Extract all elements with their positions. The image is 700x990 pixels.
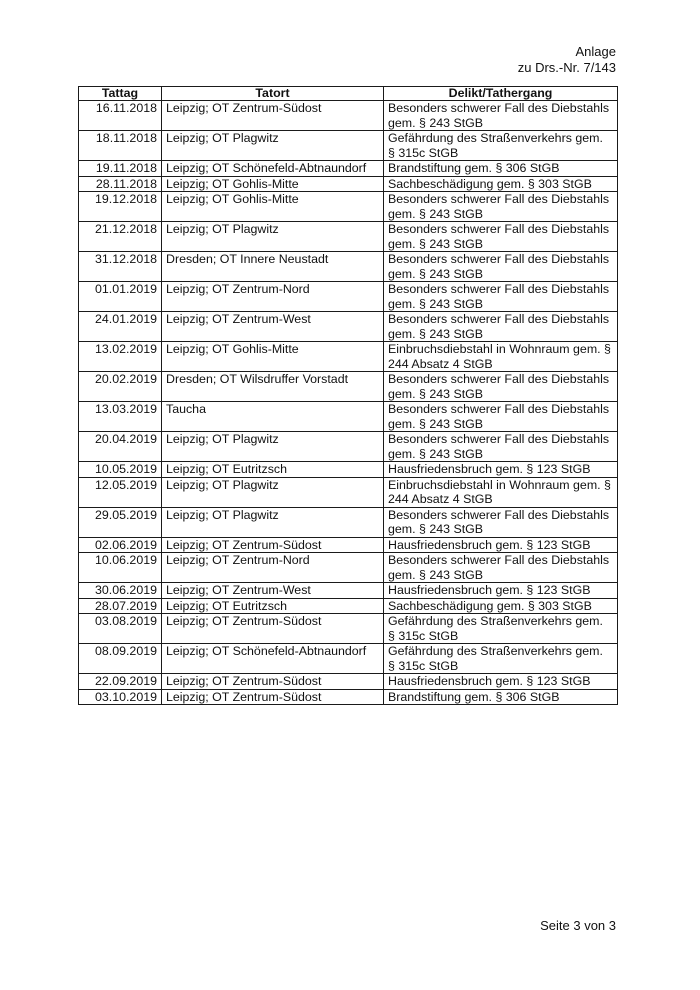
table-row — [79, 674, 618, 690]
cell-offense: Brandstiftung gem. § 306 StGB — [384, 689, 618, 705]
table-row — [79, 553, 618, 583]
cell-offense: Besonders schwerer Fall des Diebstahls gem. § 243 StGB — [384, 101, 618, 131]
cell-offense: Sachbeschädigung gem. § 303 StGB — [384, 176, 618, 192]
cell-offense: Hausfriedensbruch gem. § 123 StGB — [384, 583, 618, 599]
table-row — [79, 689, 618, 705]
column-header-date: Tattag — [79, 87, 162, 101]
table-row — [79, 644, 618, 674]
cell-offense: Gefährdung des Straßenverkehrs gem. § 315c StGB — [384, 131, 618, 161]
cell-date: 20.04.2019 — [79, 432, 162, 462]
table-row — [79, 176, 618, 192]
cell-offense: Einbruchsdiebstahl in Wohnraum gem. § 244 Absatz 4 StGB — [384, 477, 618, 507]
table-row — [79, 402, 618, 432]
cell-place: Leipzig; OT Eutritzsch — [162, 598, 384, 614]
table-row — [79, 312, 618, 342]
cell-place: Leipzig; OT Zentrum-Südost — [162, 101, 384, 131]
cell-date: 22.09.2019 — [79, 674, 162, 690]
cell-place: Leipzig; OT Zentrum-Nord — [162, 282, 384, 312]
cell-date: 01.01.2019 — [79, 282, 162, 312]
cell-offense: Besonders schwerer Fall des Diebstahls gem. § 243 StGB — [384, 553, 618, 583]
cell-place: Leipzig; OT Gohlis-Mitte — [162, 342, 384, 372]
cell-offense: Besonders schwerer Fall des Diebstahls gem. § 243 StGB — [384, 222, 618, 252]
cell-place: Leipzig; OT Zentrum-West — [162, 312, 384, 342]
table-row — [79, 537, 618, 553]
cell-place: Leipzig; OT Plagwitz — [162, 131, 384, 161]
cell-offense: Besonders schwerer Fall des Diebstahls gem. § 243 StGB — [384, 312, 618, 342]
cell-date: 12.05.2019 — [79, 477, 162, 507]
cell-offense: Gefährdung des Straßenverkehrs gem. § 315c StGB — [384, 614, 618, 644]
annex-label: Anlage — [575, 44, 616, 59]
cell-offense: Einbruchsdiebstahl in Wohnraum gem. § 244 Absatz 4 StGB — [384, 342, 618, 372]
table-row — [79, 342, 618, 372]
cell-offense: Besonders schwerer Fall des Diebstahls gem. § 243 StGB — [384, 507, 618, 537]
cell-offense: Besonders schwerer Fall des Diebstahls gem. § 243 StGB — [384, 402, 618, 432]
table-row — [79, 462, 618, 478]
cell-offense: Brandstiftung gem. § 306 StGB — [384, 161, 618, 177]
cell-place: Leipzig; OT Schönefeld-Abtnaundorf — [162, 161, 384, 177]
cell-offense: Besonders schwerer Fall des Diebstahls gem. § 243 StGB — [384, 432, 618, 462]
cell-date: 28.07.2019 — [79, 598, 162, 614]
table-row — [79, 507, 618, 537]
cell-date: 19.12.2018 — [79, 192, 162, 222]
cell-place: Leipzig; OT Zentrum-Südost — [162, 674, 384, 690]
cell-place: Taucha — [162, 402, 384, 432]
cell-date: 13.02.2019 — [79, 342, 162, 372]
cell-date: 16.11.2018 — [79, 101, 162, 131]
cell-place: Leipzig; OT Zentrum-Nord — [162, 553, 384, 583]
cell-place: Leipzig; OT Zentrum-Südost — [162, 537, 384, 553]
cell-place: Dresden; OT Wilsdruffer Vorstadt — [162, 372, 384, 402]
cell-offense: Besonders schwerer Fall des Diebstahls gem. § 243 StGB — [384, 252, 618, 282]
cell-place: Leipzig; OT Gohlis-Mitte — [162, 176, 384, 192]
table-row — [79, 614, 618, 644]
table-body — [79, 101, 618, 705]
cell-date: 31.12.2018 — [79, 252, 162, 282]
table-row — [79, 583, 618, 599]
table-row — [79, 432, 618, 462]
cell-offense: Hausfriedensbruch gem. § 123 StGB — [384, 537, 618, 553]
document-header — [518, 44, 616, 76]
table-row — [79, 372, 618, 402]
cell-date: 18.11.2018 — [79, 131, 162, 161]
cell-offense: Besonders schwerer Fall des Diebstahls gem. § 243 StGB — [384, 192, 618, 222]
offense-table — [78, 86, 618, 705]
column-header-place: Tatort — [162, 87, 384, 101]
cell-place: Dresden; OT Innere Neustadt — [162, 252, 384, 282]
cell-offense: Gefährdung des Straßenverkehrs gem. § 315c StGB — [384, 644, 618, 674]
cell-date: 24.01.2019 — [79, 312, 162, 342]
column-header-offense: Delikt/Tathergang — [384, 87, 618, 101]
cell-place: Leipzig; OT Plagwitz — [162, 432, 384, 462]
table-row — [79, 192, 618, 222]
cell-place: Leipzig; OT Gohlis-Mitte — [162, 192, 384, 222]
cell-offense: Besonders schwerer Fall des Diebstahls gem. § 243 StGB — [384, 282, 618, 312]
cell-date: 10.06.2019 — [79, 553, 162, 583]
table-row — [79, 222, 618, 252]
cell-date: 03.08.2019 — [79, 614, 162, 644]
table-row — [79, 101, 618, 131]
cell-date: 10.05.2019 — [79, 462, 162, 478]
table-row — [79, 477, 618, 507]
cell-offense: Sachbeschädigung gem. § 303 StGB — [384, 598, 618, 614]
cell-date: 02.06.2019 — [79, 537, 162, 553]
cell-date: 20.02.2019 — [79, 372, 162, 402]
cell-place: Leipzig; OT Plagwitz — [162, 222, 384, 252]
cell-date: 29.05.2019 — [79, 507, 162, 537]
cell-place: Leipzig; OT Zentrum-West — [162, 583, 384, 599]
cell-offense: Besonders schwerer Fall des Diebstahls gem. § 243 StGB — [384, 372, 618, 402]
cell-place: Leipzig; OT Zentrum-Südost — [162, 614, 384, 644]
cell-date: 30.06.2019 — [79, 583, 162, 599]
cell-date: 28.11.2018 — [79, 176, 162, 192]
table-row — [79, 252, 618, 282]
document-reference: zu Drs.-Nr. 7/143 — [517, 60, 616, 75]
table-header-row — [79, 87, 618, 101]
table-row — [79, 282, 618, 312]
table-row — [79, 598, 618, 614]
cell-place: Leipzig; OT Schönefeld-Abtnaundorf — [162, 644, 384, 674]
page-number: Seite 3 von 3 — [540, 918, 616, 933]
cell-offense: Hausfriedensbruch gem. § 123 StGB — [384, 674, 618, 690]
table-row — [79, 161, 618, 177]
cell-date: 19.11.2018 — [79, 161, 162, 177]
cell-date: 21.12.2018 — [79, 222, 162, 252]
cell-date: 08.09.2019 — [79, 644, 162, 674]
cell-place: Leipzig; OT Plagwitz — [162, 477, 384, 507]
table-row — [79, 131, 618, 161]
cell-place: Leipzig; OT Eutritzsch — [162, 462, 384, 478]
cell-date: 13.03.2019 — [79, 402, 162, 432]
cell-place: Leipzig; OT Plagwitz — [162, 507, 384, 537]
cell-place: Leipzig; OT Zentrum-Südost — [162, 689, 384, 705]
cell-offense: Hausfriedensbruch gem. § 123 StGB — [384, 462, 618, 478]
cell-date: 03.10.2019 — [79, 689, 162, 705]
